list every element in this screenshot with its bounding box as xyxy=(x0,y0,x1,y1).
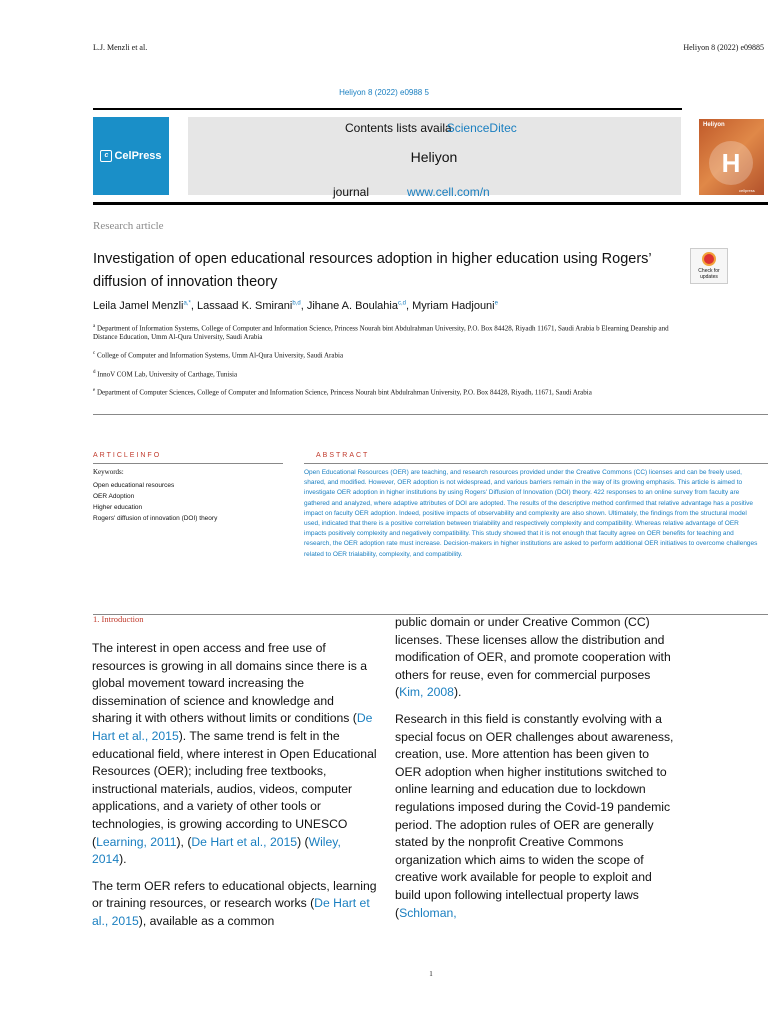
affiliation-c xyxy=(93,349,673,360)
affiliation-a xyxy=(93,322,673,342)
cover-footer: cellpress xyxy=(739,188,755,193)
affiliation-text: Department of Computer Sciences, College of Computer and Information Science, Princess Nourah bint Abdulrahman University, P.O. Box 84428, Riyadh, 11671, Saudi Arabia xyxy=(96,388,592,397)
author-affiliation-mark[interactable]: a,* xyxy=(183,300,191,307)
citation-link[interactable]: Schloman, xyxy=(399,905,457,920)
article-type: Research article xyxy=(93,220,164,232)
affiliation-divider xyxy=(93,414,768,415)
journal-homepage xyxy=(333,185,490,199)
crossmark-label: Check for updates xyxy=(698,268,720,280)
author-separator: , xyxy=(190,300,197,312)
crossmark-icon xyxy=(702,252,716,266)
masthead-divider xyxy=(93,202,768,205)
top-divider xyxy=(93,108,682,110)
article-info-divider xyxy=(93,463,283,464)
homepage-link[interactable]: www.cell.com/n xyxy=(407,185,490,199)
keyword-item: Rogers' diffusion of innovation (DOI) theory xyxy=(93,515,218,522)
section-heading-introduction: 1. Introduction xyxy=(93,614,144,624)
check-for-updates-badge[interactable] xyxy=(690,248,728,284)
paragraph: The interest in open access and free use of resources is growing in all domains since there is a global movement toward increasing the dissemination of science and knowledge and sharing it with others without limits or conditions (De Hart et al., 2015). The same trend is felt in the educational field, where interest in Open Educational Resources (OER); including free textbooks, instructional materials, audios, videos, computer applications, and a variety of other tools or technologies, is growing according to UNESCO (Learning, 2011), (De Hart et al., 2015) (Wiley, 2014). xyxy=(92,641,377,867)
running-header-right: Heliyon 8 (2022) e09885 xyxy=(683,43,764,52)
author-list xyxy=(93,300,498,312)
keyword-item: OER Adoption xyxy=(93,493,135,500)
running-header-left: L.J. Menzli et al. xyxy=(93,43,148,52)
contents-line xyxy=(345,121,517,135)
author-affiliation-mark[interactable]: c,d xyxy=(397,300,406,307)
abstract-heading: ABSTRACT xyxy=(316,452,370,459)
cellpress-mark-icon: c xyxy=(100,150,112,162)
journal-cover-image[interactable] xyxy=(699,119,764,195)
sciencedirect-link[interactable]: ScienceDitec xyxy=(446,121,517,135)
affiliation-text: Department of Information Systems, College of Computer and Information Science, Princess Nourah bint Abdulrahman University, P.O. Box 84428, Riyadh 11671, Saudi Arabia b Elearning Deanship and Distance Education, Umm Al-Qura University, Saudi Arabia xyxy=(93,324,669,342)
affiliation-mark: c xyxy=(93,351,96,356)
citation-link[interactable]: De Hart et al., 2015 xyxy=(92,896,370,928)
citation-link[interactable]: Wiley, 2014 xyxy=(92,834,341,867)
abstract-divider xyxy=(304,463,768,464)
author-name[interactable]: Leila Jamel Menzli xyxy=(93,300,184,312)
affiliation-mark: a xyxy=(93,324,96,329)
keywords-list xyxy=(93,480,217,524)
paragraph: public domain or under Creative Common (CC) licenses. These licenses allow the distribution and modification of OER, and promote cooperation with others for reuse, even for commercial purposes (Kim, 2008). xyxy=(395,615,671,700)
journal-citation-link[interactable]: Heliyon 8 (2022) e0988 5 xyxy=(339,88,429,97)
paragraph: Research in this field is constantly evolving with a special focus on OER challenges about awareness, creation, use. More attention has been given to OER adoption when higher institutions switched to online learning and education due to lockdown regulations imposed during the Covid-19 pandemic period. The adoption rules of OER are generally stated by the nonprofit Creative Commons organization which aims to widen the scope of creative work available for people to exploit and build upon following intellectual property laws (Schloman, xyxy=(395,711,674,920)
author-separator: , xyxy=(300,300,307,312)
body-column-left xyxy=(92,640,377,940)
affiliation-text: College of Computer and Information Systems, Umm Al-Qura University, Saudi Arabia xyxy=(96,351,344,360)
keyword-item: Higher education xyxy=(93,504,143,511)
affiliation-d xyxy=(93,368,673,379)
author-name[interactable]: Myriam Hadjouni xyxy=(412,300,495,312)
affiliation-e xyxy=(93,386,673,397)
paper-title: Investigation of open educational resources adoption in higher education using Rogers’ diffusion of innovation theory xyxy=(93,251,652,290)
citation-link[interactable]: Kim, 2008 xyxy=(399,685,454,700)
affiliation-mark: e xyxy=(93,388,96,393)
author-separator: , xyxy=(405,300,413,312)
affiliation-mark: d xyxy=(93,370,96,375)
cover-title: Heliyon xyxy=(703,122,725,128)
keywords-label: Keywords: xyxy=(93,468,124,476)
affiliation-text: InnoV COM Lab, University of Carthage, Tunisia xyxy=(97,370,238,379)
contents-prefix: Contents lists availa xyxy=(345,121,452,135)
abstract-text: Open Educational Resources (OER) are teaching, and research resources provided under the Creative Commons (CC) licenses and can be freely used, shared, and modified. However, OER adoption is not widespread, and various barriers remain in the way of its growing emphasis. This article is aimed to investigate OER adoption in higher institutions by using Rogers' Diffusion of Innovation (DOI) theory. 422 responses to an online survey from faculty are gathered and analyzed, where adaptive attributes of DOI are adopted. The results of the descriptive method confirmed that relative advantage has a positive impact on faculty OER adoption. Indeed, positive impacts of observability and complexity are also shown. Ultimately, the findings from the structural model used, indicated that there is a positive correlation between trialability and respectively complexity and compatibility. Whereas relative advantage of OER impacts positively complexity and negatively compatibility. This study showed that it is not enough that faculty agree on OER benefits for teaching and research, the OER adoption rate must increase. Decision-makers in higher institutions are asked to perform additional OER initiatives to overcome challenges related to OER trialability, complexity, and compatibility. xyxy=(304,469,758,558)
author-name[interactable]: Jihane A. Boulahia xyxy=(306,300,398,312)
body-column-right xyxy=(395,614,675,931)
author-affiliation-mark[interactable]: e xyxy=(494,300,498,307)
homepage-label: journal xyxy=(333,185,370,199)
author-name[interactable]: Lassaad K. Smirani xyxy=(196,300,293,312)
article-info-heading: ARTICLEINFO xyxy=(93,452,162,459)
keyword-item: Open educational resources xyxy=(93,482,175,489)
page-number: 1 xyxy=(429,970,433,978)
author-affiliation-mark[interactable]: b,d xyxy=(292,300,301,307)
citation-link[interactable]: De Hart et al., 2015 xyxy=(191,834,298,849)
journal-name: Heliyon xyxy=(410,149,458,165)
citation-link[interactable]: Learning, 2011 xyxy=(96,834,177,849)
paragraph: The term OER refers to educational objects, learning or training resources, or research works (De Hart et al., 2015), available as a common xyxy=(92,878,377,928)
cover-logo-letter: H xyxy=(709,141,753,185)
citation-link[interactable]: De Hart et al., 2015 xyxy=(92,711,373,743)
cellpress-logo-text: c CelPress xyxy=(100,150,161,162)
